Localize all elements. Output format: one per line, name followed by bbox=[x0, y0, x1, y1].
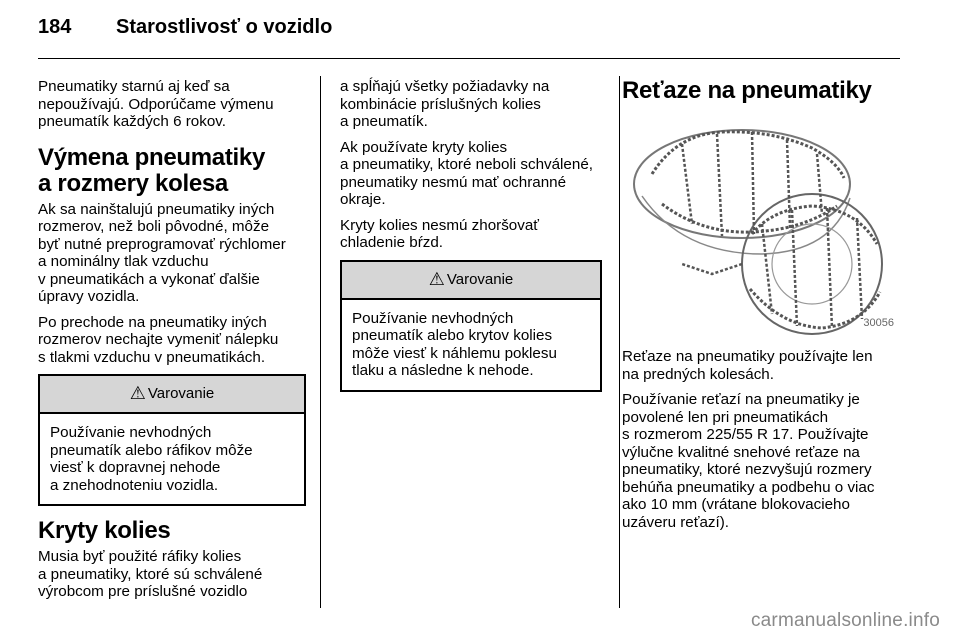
warning-text: Používanie nevhodných pneumatík alebo krytov kolies môže viesť k náhlemu poklesu tlaku a následne k nehode. bbox=[352, 309, 557, 379]
header-rule bbox=[38, 58, 900, 59]
column-divider bbox=[320, 76, 321, 608]
heading-snow-chains: Reťaze na pneumatiky bbox=[622, 77, 872, 104]
paragraph: Kryty kolies nesmú zhoršovať chladenie bŕzd. bbox=[340, 216, 539, 251]
section-title: Starostlivosť o vozidlo bbox=[116, 16, 333, 38]
column-2 bbox=[340, 78, 602, 392]
warning-header bbox=[40, 376, 304, 414]
image-code: 30056 bbox=[863, 316, 894, 329]
snow-chain-illustration bbox=[622, 114, 902, 338]
paragraph: Po prechode na pneumatiky iných rozmerov nechajte vymeniť nálepku s tlakmi vzduchu v pneumatikách. bbox=[38, 313, 279, 366]
paragraph: Ak sa nainštalujú pneumatiky iných rozmerov, než boli pôvodné, môže byť nutné preprogramovať rýchlomer a nominálny tlak vzduchu v pneumatikách a vykonať ďalšie úpravy vozidla. bbox=[38, 200, 286, 305]
warning-title: Varovanie bbox=[147, 385, 215, 403]
column-1 bbox=[38, 78, 306, 609]
warning-box bbox=[340, 260, 602, 392]
snow-chain-icon bbox=[622, 114, 902, 338]
paragraph: Používanie reťazí na pneumatiky je povolené len pri pneumatikách s rozmerom 225/55 R 17. Používajte výlučne kvalitné snehové reťaze na pneumatiky, ktoré nezvyšujú rozmery behúňa pneumatiky a podbehu o viac ako 10 mm (vrátane blokovacieho uzáveru reťazí). bbox=[622, 391, 875, 531]
warning-title: Varovanie bbox=[446, 270, 514, 288]
watermark: carmanualsonline.info bbox=[750, 610, 940, 631]
paragraph: Musia byť použité ráfiky kolies a pneumatiky, ktoré sú schválené výrobcom pre príslušné vozidlo bbox=[38, 548, 263, 600]
column-divider bbox=[619, 76, 620, 608]
page-header bbox=[38, 16, 332, 39]
paragraph: a spĺňajú všetky požiadavky na kombinácie príslušných kolies a pneumatík. bbox=[340, 78, 550, 130]
paragraph: Pneumatiky starnú aj keď sa nepoužívajú. Odporúčame výmenu pneumatík každých 6 rokov. bbox=[38, 78, 274, 130]
heading-tire-replacement: Výmena pneumatiky a rozmery kolesa bbox=[38, 143, 265, 197]
warning-triangle-icon: ⚠ bbox=[129, 383, 146, 404]
warning-text: Používanie nevhodných pneumatík alebo ráfikov môže viesť k dopravnej nehode a znehodnoteniu vozidla. bbox=[50, 424, 253, 494]
paragraph: Ak používate kryty kolies a pneumatiky, ktoré neboli schválené, pneumatiky nesmú mať ochranné okraje. bbox=[340, 138, 593, 208]
column-3 bbox=[622, 78, 908, 539]
warning-header bbox=[342, 262, 600, 300]
warning-box bbox=[38, 374, 306, 506]
paragraph: Reťaze na pneumatiky používajte len na predných kolesách. bbox=[622, 348, 873, 383]
warning-triangle-icon: ⚠ bbox=[428, 268, 445, 289]
heading-wheel-covers: Kryty kolies bbox=[38, 517, 171, 544]
page-number: 184 bbox=[38, 16, 72, 38]
